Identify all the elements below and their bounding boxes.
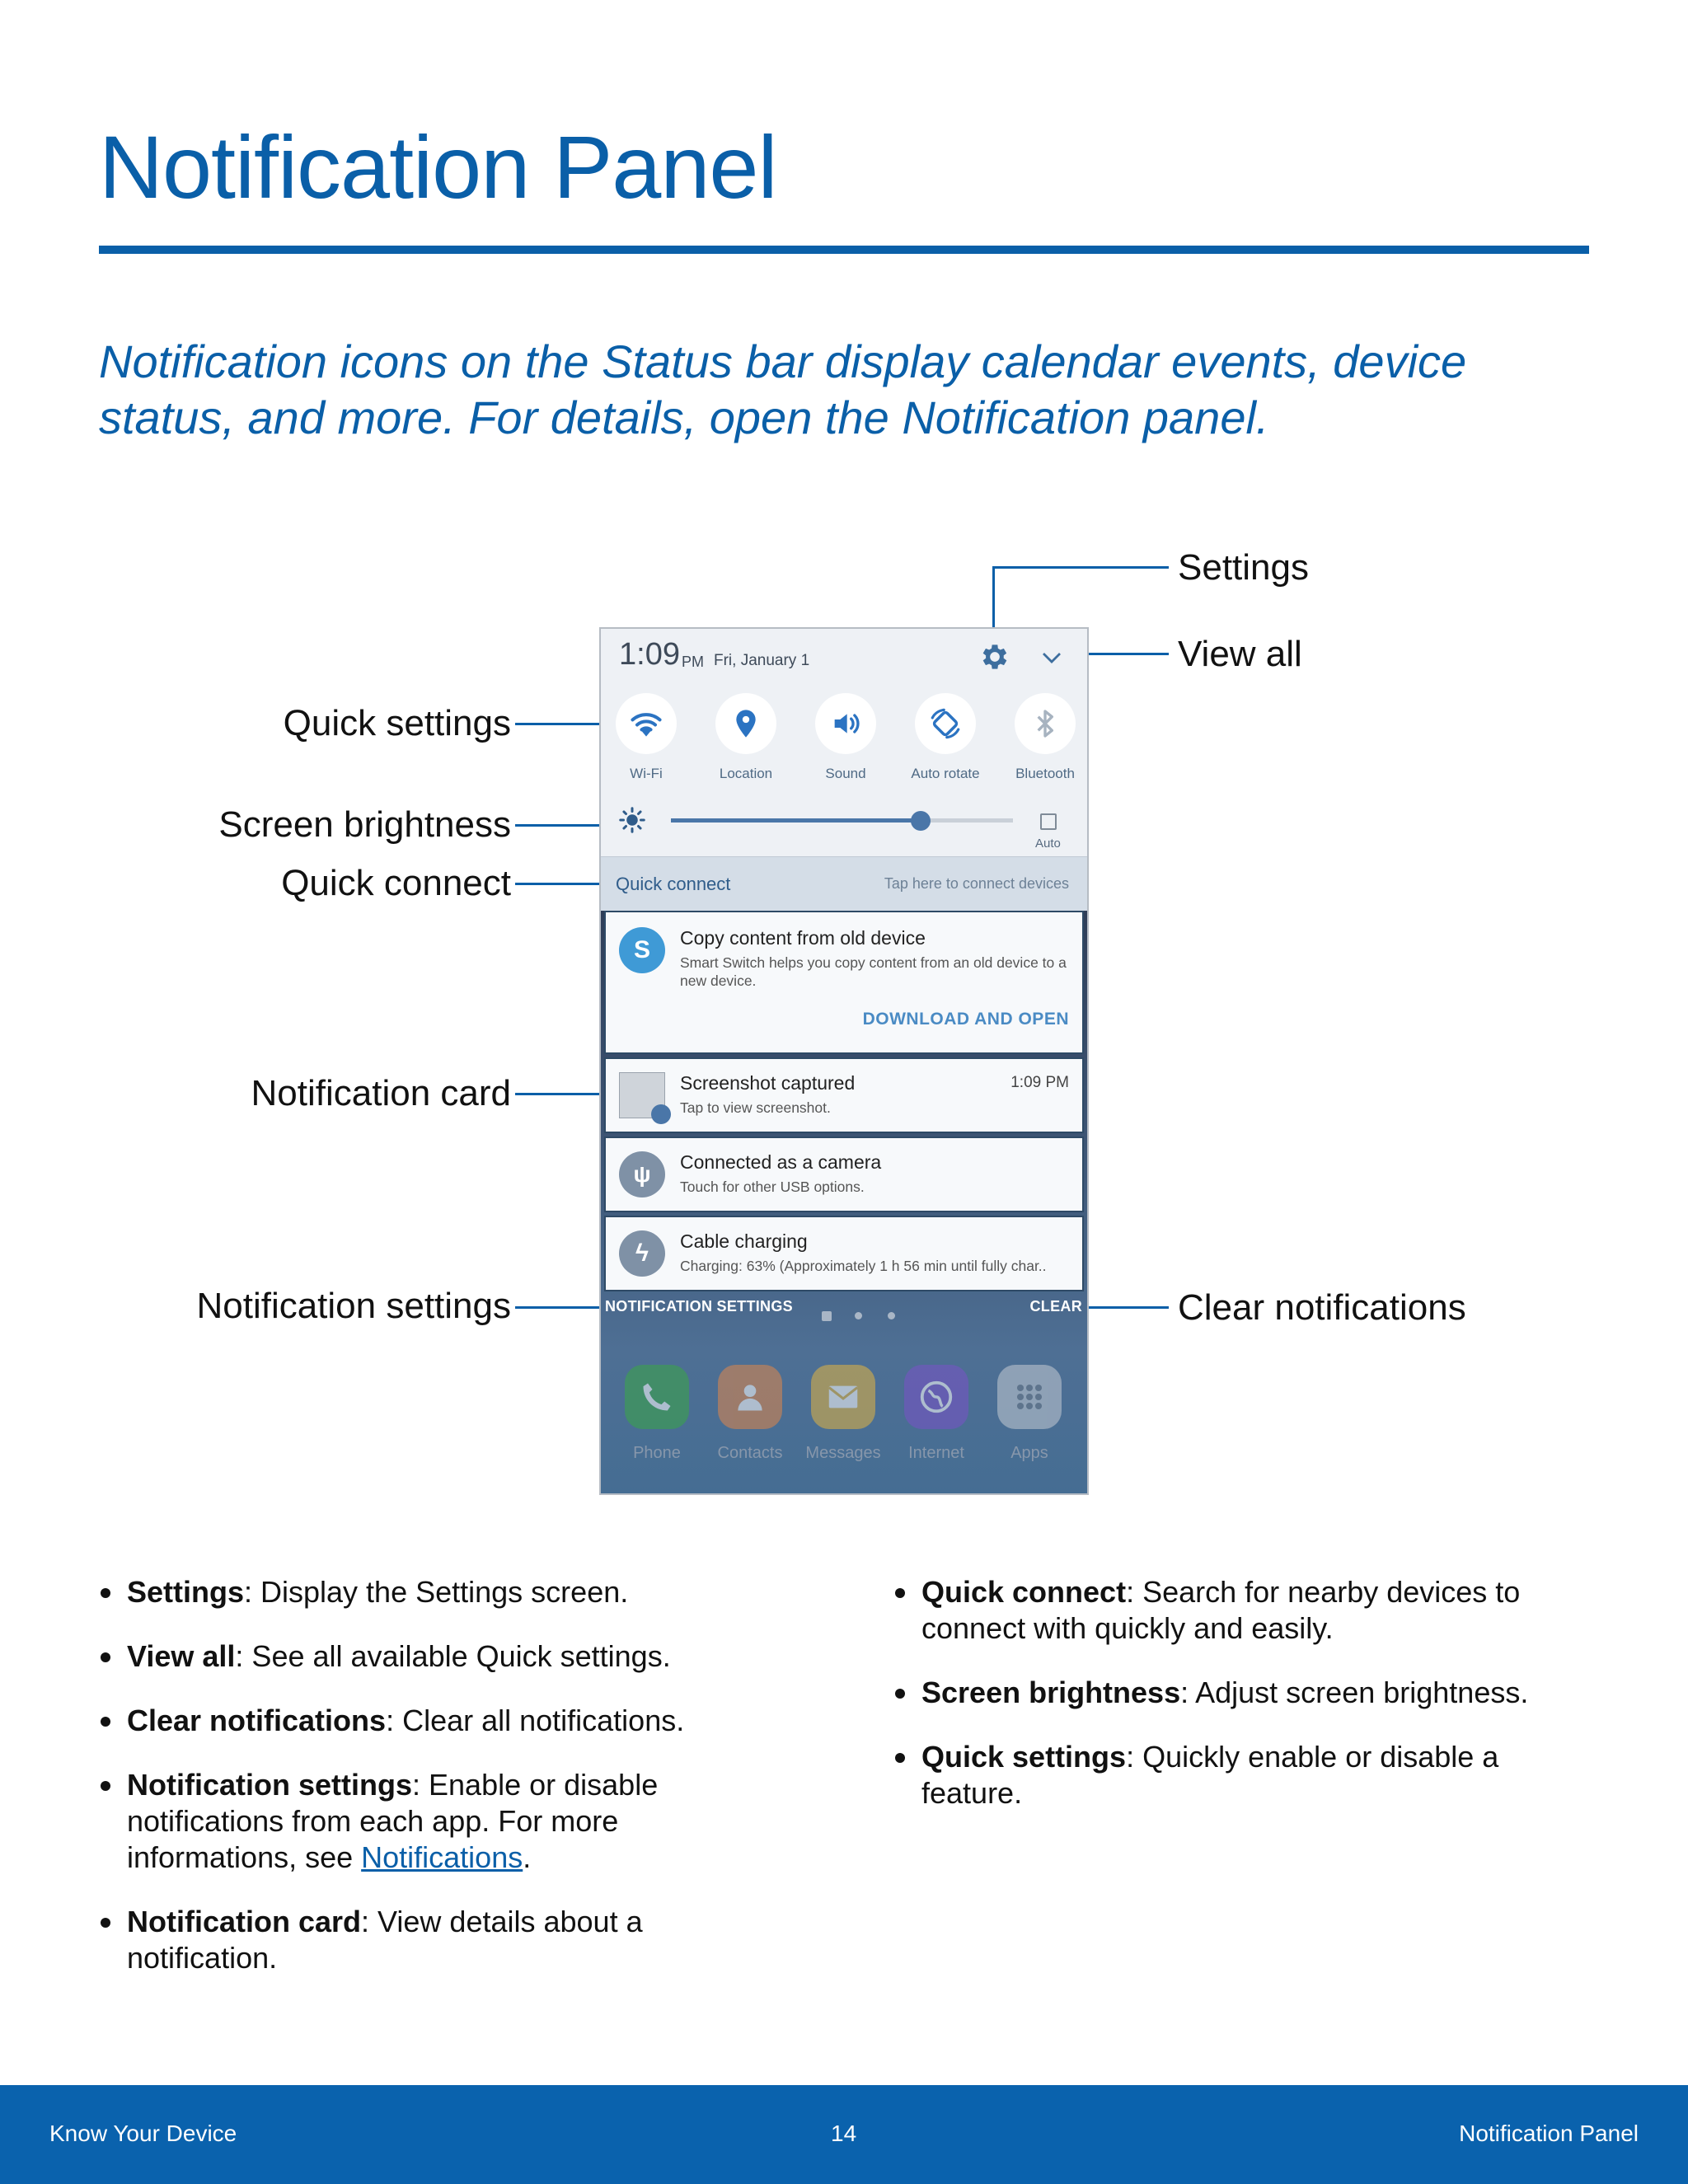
callout-line-quick-settings xyxy=(515,723,612,725)
card-title: Copy content from old device xyxy=(680,927,926,949)
bullet-settings: Settings: Display the Settings screen. xyxy=(99,1574,725,1610)
usb-icon: ψ xyxy=(619,1151,665,1197)
quick-setting-location[interactable] xyxy=(709,693,783,782)
brightness-row xyxy=(601,798,1087,855)
bullet-list-left xyxy=(99,1574,725,2004)
page-dot xyxy=(855,1312,862,1319)
screenshot-thumbnail-icon xyxy=(619,1072,665,1118)
auto-brightness-checkbox[interactable] xyxy=(1040,813,1057,830)
notification-settings-bar xyxy=(601,1290,1087,1323)
bullet-quick-connect: Quick connect: Search for nearby devices to connect with quickly and easily. xyxy=(893,1574,1553,1647)
status-date: Fri, January 1 xyxy=(714,652,810,669)
bluetooth-icon xyxy=(1029,707,1062,740)
quick-setting-label: Bluetooth xyxy=(1015,766,1075,781)
dock-app-label: Apps xyxy=(1010,1444,1048,1462)
callout-line-settings-horizontal xyxy=(992,566,1169,569)
dock-app-label: Phone xyxy=(633,1444,681,1462)
callout-quick-settings: Quick settings xyxy=(283,703,511,743)
card-time: 1:09 PM xyxy=(1010,1074,1069,1091)
chevron-down-icon[interactable] xyxy=(1039,645,1064,670)
quick-setting-label: Location xyxy=(719,766,773,781)
notification-card-usb-camera[interactable] xyxy=(604,1137,1084,1212)
callout-line-clear-notifications xyxy=(1086,1306,1169,1309)
callout-line-notification-card xyxy=(515,1093,612,1095)
status-ampm: PM xyxy=(682,654,704,670)
card-title: Connected as a camera xyxy=(680,1151,882,1173)
bullet-quick-settings: Quick settings: Quickly enable or disable a feature. xyxy=(893,1739,1553,1811)
dock-app-label: Messages xyxy=(805,1444,881,1462)
quick-setting-bluetooth[interactable] xyxy=(1008,693,1082,782)
wifi-icon xyxy=(628,705,664,742)
phone-icon xyxy=(625,1365,689,1429)
dock-app-internet[interactable] xyxy=(895,1365,978,1463)
card-subtitle: Charging: 63% (Approximately 1 h 56 min until fully char.. xyxy=(680,1258,1047,1274)
bullet-list-right xyxy=(893,1574,1553,1840)
dock-app-label: Internet xyxy=(908,1444,964,1462)
notification-card-screenshot[interactable] xyxy=(604,1057,1084,1133)
bullet-notification-settings: Notification settings: Enable or disable notifications from each app. For more informations, see Notifications. xyxy=(99,1767,725,1876)
card-subtitle: Touch for other USB options. xyxy=(680,1179,865,1195)
page-dot xyxy=(888,1312,895,1319)
internet-globe-icon xyxy=(904,1365,968,1429)
status-time: 1:09 xyxy=(619,637,680,672)
download-and-open-button[interactable]: DOWNLOAD AND OPEN xyxy=(862,1010,1069,1029)
smart-switch-icon: S xyxy=(619,927,665,973)
messages-icon xyxy=(811,1365,875,1429)
quick-setting-auto-rotate[interactable] xyxy=(908,693,982,782)
quick-setting-label: Wi-Fi xyxy=(630,766,663,781)
card-title: Screenshot captured xyxy=(680,1072,856,1094)
callout-quick-connect: Quick connect xyxy=(281,863,511,903)
callout-view-all: View all xyxy=(1178,634,1302,674)
page-footer xyxy=(0,2085,1688,2184)
notifications-link[interactable]: Notifications xyxy=(361,1840,523,1874)
quick-connect-bar[interactable] xyxy=(601,856,1087,911)
quick-setting-label: Sound xyxy=(825,766,866,781)
callout-screen-brightness: Screen brightness xyxy=(218,804,511,845)
bullet-screen-brightness: Screen brightness: Adjust screen brightness. xyxy=(893,1675,1553,1711)
dock-app-contacts[interactable] xyxy=(709,1365,791,1463)
phone-screenshot xyxy=(599,627,1089,1495)
brightness-icon xyxy=(617,805,647,835)
home-dot xyxy=(822,1311,832,1321)
apps-grid-icon xyxy=(997,1365,1062,1429)
quick-setting-sound[interactable] xyxy=(809,693,883,782)
quick-setting-label: Auto rotate xyxy=(911,766,980,781)
card-subtitle: Smart Switch helps you copy content from an old device to a new device. xyxy=(680,954,1067,989)
dock-app-messages[interactable] xyxy=(802,1365,884,1463)
dock-app-label: Contacts xyxy=(717,1444,783,1462)
page-title: Notification Panel xyxy=(99,117,777,217)
auto-brightness-label: Auto xyxy=(1035,837,1061,851)
notification-card-smart-switch[interactable] xyxy=(604,911,1084,1054)
brightness-slider[interactable] xyxy=(671,818,1013,823)
dock-app-phone[interactable] xyxy=(616,1365,698,1463)
card-subtitle: Tap to view screenshot. xyxy=(680,1099,831,1116)
card-title: Cable charging xyxy=(680,1230,808,1252)
location-icon xyxy=(729,707,762,740)
gear-icon[interactable] xyxy=(978,640,1011,673)
footer-section: Know Your Device xyxy=(49,2121,237,2146)
callout-line-notification-settings xyxy=(515,1306,603,1309)
notification-panel-header xyxy=(601,629,1087,855)
quick-setting-wifi[interactable] xyxy=(609,693,683,782)
bullet-notification-card: Notification card: View details about a notification. xyxy=(99,1904,725,1976)
callout-notification-settings: Notification settings xyxy=(196,1286,511,1326)
quick-connect-hint: Tap here to connect devices xyxy=(884,875,1069,892)
callout-clear-notifications: Clear notifications xyxy=(1178,1287,1466,1328)
dock-app-apps[interactable] xyxy=(988,1365,1071,1463)
title-rule xyxy=(99,246,1589,254)
auto-rotate-icon xyxy=(928,706,963,741)
brightness-slider-thumb[interactable] xyxy=(911,811,931,831)
callout-notification-card: Notification card xyxy=(251,1073,511,1113)
notification-settings-button[interactable]: NOTIFICATION SETTINGS xyxy=(605,1298,793,1315)
clear-button[interactable]: CLEAR xyxy=(1029,1298,1082,1315)
notification-card-charging[interactable] xyxy=(604,1216,1084,1291)
bullet-clear-notifications: Clear notifications: Clear all notifications. xyxy=(99,1703,725,1739)
sound-icon xyxy=(829,707,862,740)
footer-page-number: 14 xyxy=(831,2121,857,2146)
bullet-view-all: View all: See all available Quick settings. xyxy=(99,1638,725,1675)
footer-chapter: Notification Panel xyxy=(1459,2121,1639,2146)
brightness-slider-fill xyxy=(671,818,921,823)
callout-settings: Settings xyxy=(1178,547,1309,588)
contacts-icon xyxy=(718,1365,782,1429)
quick-connect-label: Quick connect xyxy=(616,874,731,894)
charging-bolt-icon: ϟ xyxy=(619,1230,665,1277)
intro-text: Notification icons on the Status bar display calendar events, device status, and more. For details, open the Notification panel. xyxy=(99,335,1467,443)
